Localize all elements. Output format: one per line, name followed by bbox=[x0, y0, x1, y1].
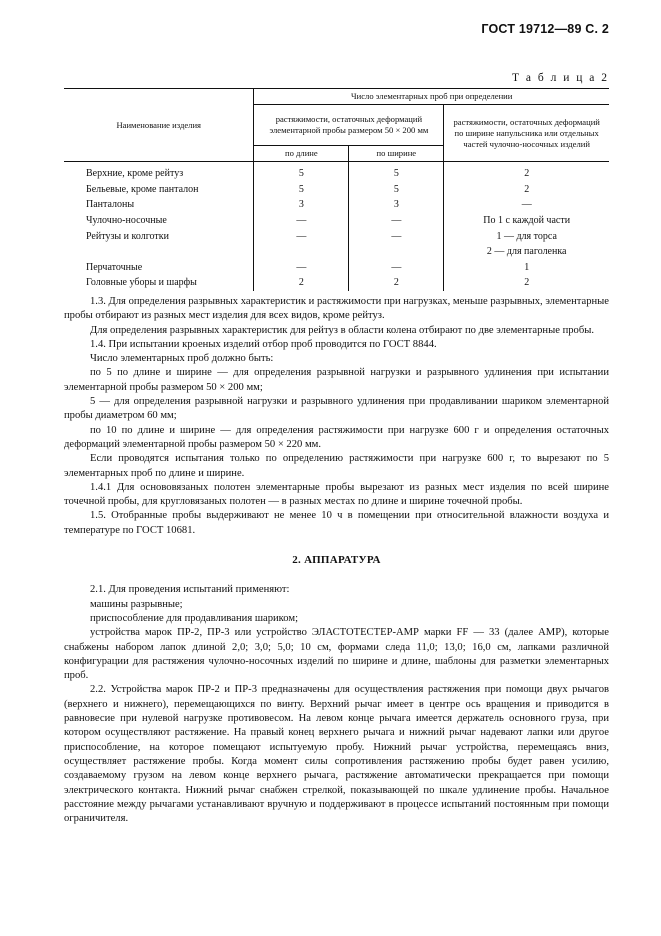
row-length bbox=[254, 244, 349, 260]
table-row bbox=[64, 182, 609, 198]
header-product-name: Наименование изделия bbox=[64, 89, 254, 162]
paragraph: 1.4.1 Для основовязаных полотен элементарные пробы вырезают из разных мест изделия по всей ширине точечной пробы, для кругловязаных полотен — в разных местах по длине и ширине точечной пробы. bbox=[64, 481, 609, 508]
header-stretch-sample: растяжимости, остаточных деформаций элементарной пробы размером 50 × 200 мм bbox=[254, 105, 444, 146]
row-width: — bbox=[349, 213, 444, 229]
row-name: Верхние, кроме рейтуз bbox=[86, 168, 184, 180]
row-width: 2 bbox=[349, 275, 444, 291]
row-width: 3 bbox=[349, 197, 444, 213]
row-other: 1 bbox=[444, 260, 609, 276]
table-row bbox=[64, 162, 609, 182]
paragraph: Если проводятся испытания только по определению растяжимости при нагрузке 600 г, то вырезают по 5 элементарных проб по длине и ширине. bbox=[64, 453, 609, 479]
row-width: — bbox=[349, 260, 444, 276]
paragraph: Для определения разрывных характеристик для рейтуз в области колена отбирают по две элементарные пробы. bbox=[90, 324, 594, 336]
header-stretch-parts: растяжимости, остаточных деформаций по ширине напульсника или отдельных частей чулочно-носочных изделий bbox=[444, 105, 609, 162]
row-length: 5 bbox=[254, 182, 349, 198]
row-name: Чулочно-носочные bbox=[86, 215, 167, 227]
samples-table bbox=[64, 88, 609, 291]
paragraph: машины разрывные; bbox=[90, 598, 183, 610]
row-length: 5 bbox=[254, 162, 349, 182]
row-name bbox=[64, 244, 254, 260]
paragraph: 1.5. Отобранные пробы выдерживают не менее 10 ч в помещении при относительной влажности воздуха и температуре по ГОСТ 10681. bbox=[64, 510, 609, 536]
row-name: Перчаточные bbox=[86, 261, 143, 273]
row-name: Бельевые, кроме панталон bbox=[86, 183, 199, 195]
table-row bbox=[64, 244, 609, 260]
row-length: — bbox=[254, 228, 349, 244]
row-width: 5 bbox=[349, 162, 444, 182]
document-reference: ГОСТ 19712—89 С. 2 bbox=[481, 22, 609, 36]
table-caption: Т а б л и ц а 2 bbox=[511, 72, 609, 84]
table-row bbox=[64, 275, 609, 291]
paragraph: 2.1. Для проведения испытаний применяют: bbox=[90, 584, 290, 596]
row-other: 2 bbox=[444, 182, 609, 198]
row-other: 2 bbox=[444, 162, 609, 182]
table-row bbox=[64, 260, 609, 276]
paragraph: приспособление для продавливания шариком; bbox=[90, 612, 299, 624]
row-length: — bbox=[254, 213, 349, 229]
row-width: 5 bbox=[349, 182, 444, 198]
row-other: 1 — для торса bbox=[444, 228, 609, 244]
row-name: Рейтузы и колготки bbox=[86, 230, 169, 242]
row-other: 2 bbox=[444, 275, 609, 291]
paragraph: устройства марок ПР-2, ПР-3 или устройство ЭЛАСТОТЕСТЕР-АМР марки FF — 33 (далее АМР), которые снабжены набором лапок длиной 2,0; 3,0; 5,0; 10 см, формами следа 11,0; 13,0; 16,0 см, лапками различной конфигурации для растяжения чулочно-носочных изделий по ширине и длине, шаблоны для разметки элементарных проб. bbox=[64, 627, 609, 682]
paragraph: по 5 по длине и ширине — для определения разрывной нагрузки и разрывного удлинения при испытании элементарной пробы размером 50 × 200 мм; bbox=[64, 367, 609, 393]
paragraph: 1.4. При испытании кроеных изделий отбор проб проводится по ГОСТ 8844. bbox=[90, 338, 437, 350]
table-row bbox=[64, 197, 609, 213]
paragraph: Число элементарных проб должно быть: bbox=[90, 353, 274, 365]
paragraph: 5 — для определения разрывной нагрузки и разрывного удлинения при продавливании шариком элементарной пробы диаметром 60 мм; bbox=[64, 396, 609, 422]
section-title: 2. АППАРАТУРА bbox=[292, 554, 381, 567]
row-length: 3 bbox=[254, 197, 349, 213]
row-other: 2 — для паголенка bbox=[444, 244, 609, 260]
paragraph: 1.3. Для определения разрывных характеристик и растяжимости при нагрузках, меньше разрывных, элементарные пробы отбирают из разных мест изделия для всех видов, кроме рейтуз. bbox=[64, 296, 609, 322]
row-other: — bbox=[444, 197, 609, 213]
header-by-width: по ширине bbox=[349, 146, 444, 162]
header-sample-count: Число элементарных проб при определении bbox=[254, 89, 609, 105]
row-width: — bbox=[349, 228, 444, 244]
paragraph: по 10 по длине и ширине — для определения растяжимости при нагрузке 600 г и определения остаточных деформаций элементарной пробы размером 50 × 220 мм. bbox=[64, 424, 609, 450]
paragraph: 2.2. Устройства марок ПР-2 и ПР-3 предназначены для осуществления растяжения при помощи двух рычагов (верхнего и нижнего), перемещающихся по винту. Верхний рычаг имеет в центре ось вращения и приводится в равновесие при нулевой нагрузке противовесом. На левом конце рычага имеется держатель основного груза, при котором осуществляют растяжение. На правый конец верхнего рычага и нижний рычаг надевают лапки или другое приспособление, на которое помещают испытуемую пробу. Нижний рычаг устройства, перемещаясь вниз, осуществляет растяжение пробы. Когда момент силы сопротивления растяжению пробы будет равен усилию, создаваемому грузом на левом конце верхнего рычага, растяжение автоматически прекращается при помощи электрического контакта. Нижний рычаг снабжен стрелкой, показывающей по шкале удлинение пробы. Начальное расстояние между рычагами устанавливают вручную и поддерживают в процессе испытаний постоянным при помощи ограничителя. bbox=[64, 684, 609, 825]
row-other: По 1 с каждой части bbox=[444, 213, 609, 229]
row-length: 2 bbox=[254, 275, 349, 291]
row-name: Головные уборы и шарфы bbox=[86, 277, 197, 289]
row-name: Панталоны bbox=[86, 199, 135, 211]
document-body bbox=[64, 295, 609, 826]
row-length: — bbox=[254, 260, 349, 276]
header-by-length: по длине bbox=[254, 146, 349, 162]
table-row bbox=[64, 213, 609, 229]
table-row bbox=[64, 228, 609, 244]
row-width bbox=[349, 244, 444, 260]
